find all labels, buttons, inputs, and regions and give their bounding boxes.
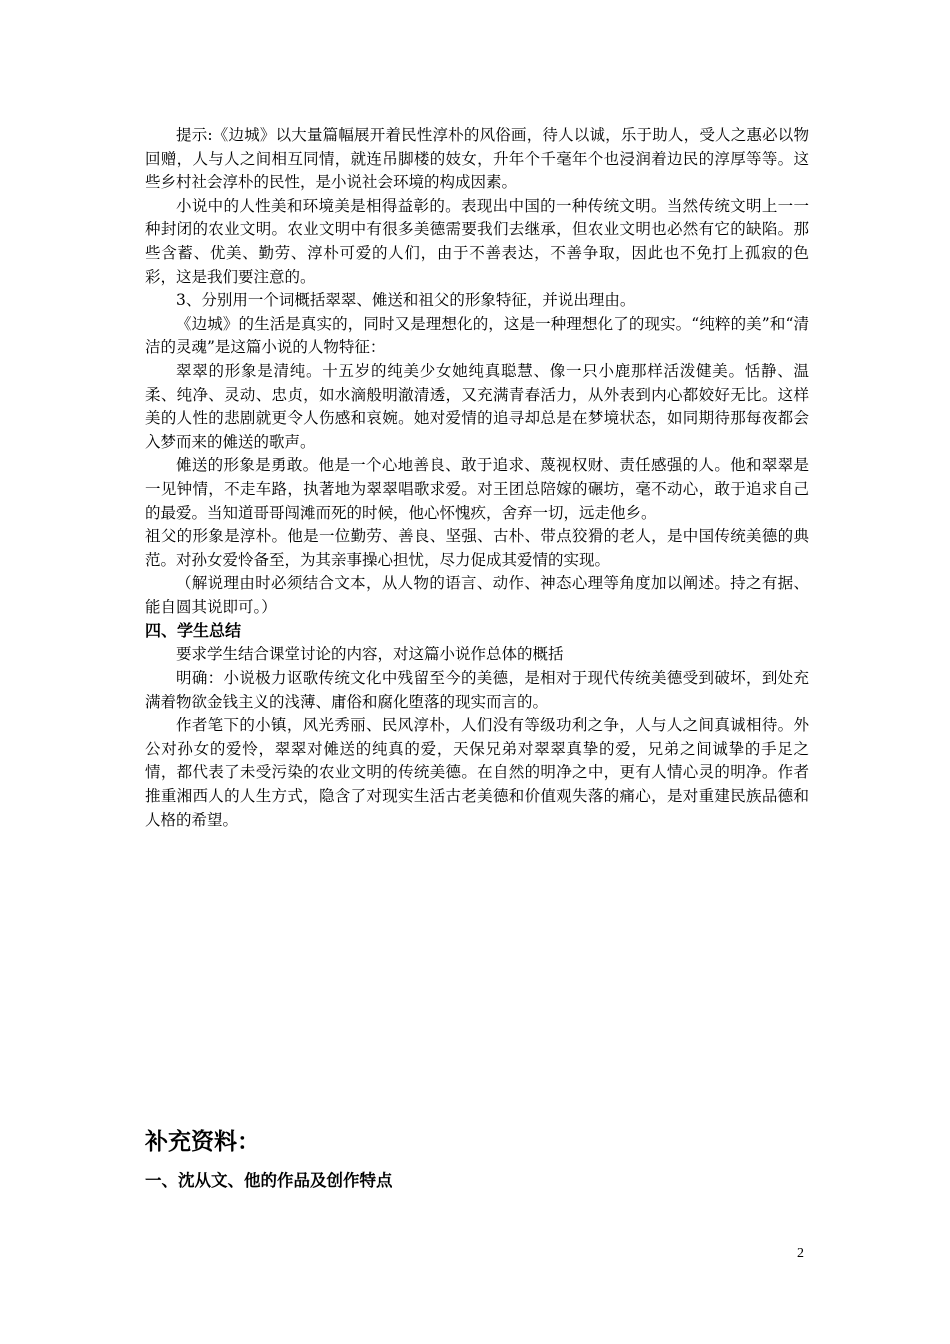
paragraph-clarify: 明确：小说极力讴歌传统文化中残留至今的美德，是相对于现代传统美德受到破坏，到处充满着物欲金钱主义的浅薄、庸俗和腐化堕落的现实而言的。 [145, 669, 809, 711]
paragraph-note: （解说理由时必须结合文本，从人物的语言、动作、神态心理等角度加以阐述。持之有据、能自圆其说即可。） [145, 574, 809, 616]
document-body [145, 124, 809, 832]
supplement-subtitle: 一、沈从文、他的作品及创作特点 [145, 1171, 393, 1190]
page-number: 2 [797, 1246, 804, 1261]
paragraph-nuosong: 傩送的形象是勇敢。他是一个心地善良、敢于追求、蔑视权财、责任感强的人。他和翠翠是一见钟情，不走车路，执著地为翠翠唱歌求爱。对王团总陪嫁的碾坊，毫不动心，敢于追求自己的最爱。当知道哥哥闯滩而死的时候，他心怀愧疚，舍弃一切，远走他乡。 [145, 456, 809, 522]
paragraph-grandfather: 祖父的形象是淳朴。他是一位勤劳、善良、坚强、古朴、带点狡猾的老人，是中国传统美德的典范。对孙女爱怜备至，为其亲事操心担忧，尽力促成其爱情的实现。 [145, 527, 809, 569]
paragraph-cuicui: 翠翠的形象是清纯。十五岁的纯美少女她纯真聪慧、像一只小鹿那样活泼健美。恬静、温柔、纯净、灵动、忠贞，如水滴般明澈清透，又充满青春活力，从外表到内心都姣好无比。这样美的人性的悲剧就更令人伤感和哀婉。她对爱情的追寻却总是在梦境状态，如同期待那每夜都会入梦而来的傩送的歌声。 [145, 361, 809, 451]
question-3: 3、分别用一个词概括翠翠、傩送和祖父的形象特征，并说出理由。 [176, 291, 636, 310]
section-heading-summary: 四、学生总结 [145, 621, 242, 641]
supplement-title: 补充资料： [145, 1129, 260, 1155]
paragraph-town: 作者笔下的小镇，风光秀丽、民风淳朴，人们没有等级功利之争，人与人之间真诚相待。外公对孙女的爱怜，翠翠对傩送的纯真的爱，天保兄弟对翠翠真挚的爱，兄弟之间诚挚的手足之情，都代表了未受污染的农业文明的传统美德。在自然的明净之中，更有人情心灵的明净。作者推重湘西人的人生方式，隐含了对现实生活古老美德和价值观失落的痛心，是对重建民族品德和人格的希望。 [145, 716, 809, 829]
paragraph-hint: 提示:《边城》以大量篇幅展开着民性淳朴的风俗画，待人以诚，乐于助人，受人之惠必以物回赠，人与人之间相互同情，就连吊脚楼的妓女，升年个千毫年个也浸润着边民的淳厚等等。这些乡村社会淳朴的民性，是小说社会环境的构成因素。 [145, 126, 809, 192]
paragraph-requirement: 要求学生结合课堂讨论的内容，对这篇小说作总体的概括 [176, 645, 564, 664]
paragraph-character-intro: 《边城》的生活是真实的，同时又是理想化的，这是一种理想化了的现实。“纯粹的美”和“清洁的灵魂”是这篇小说的人物特征： [145, 314, 809, 357]
paragraph-civilization: 小说中的人性美和环境美是相得益彰的。表现出中国的一种传统文明。当然传统文明上一一种封闭的农业文明。农业文明中有很多美德需要我们去继承，但农业文明也必然有它的缺陷。那些含蓄、优美、勤劳、淳朴可爱的人们，由于不善表达，不善争取，因此也不免打上孤寂的色彩，这是我们要注意的。 [145, 196, 809, 286]
